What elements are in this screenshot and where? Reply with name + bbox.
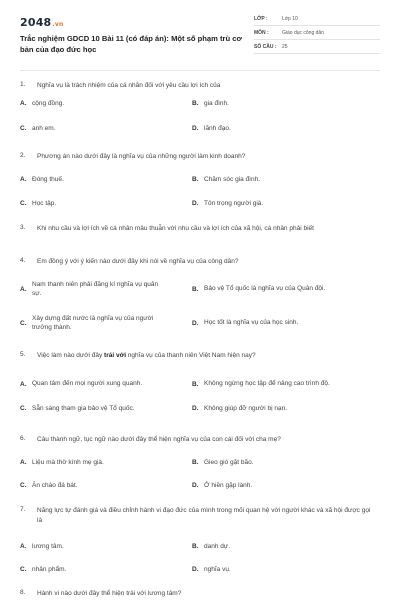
option-letter: D. bbox=[192, 482, 199, 490]
question-text: Nghĩa vụ là trách nhiệm của cá nhân đối với yêu cầu lợi ích của bbox=[37, 82, 221, 89]
question-number: 7. bbox=[20, 506, 26, 513]
option-c[interactable] bbox=[20, 481, 180, 491]
option-text: nhân phẩm. bbox=[32, 566, 67, 573]
option-d[interactable] bbox=[192, 313, 360, 333]
option-letter: A. bbox=[20, 380, 27, 388]
logo-suffix: .vn bbox=[52, 21, 64, 28]
question-text-part: Việc làm nào dưới đây bbox=[37, 352, 105, 359]
option-letter: B. bbox=[192, 543, 199, 551]
option-d[interactable] bbox=[192, 199, 360, 209]
question-number: 3. bbox=[20, 224, 26, 231]
question-text: Phương án nào dưới đây là nghĩa vụ của những người làm kinh doanh? bbox=[37, 153, 246, 160]
question-number: 8. bbox=[20, 589, 26, 596]
option-text: cộng đồng. bbox=[32, 100, 65, 107]
option-letter: C. bbox=[20, 200, 27, 208]
option-text: Bảo vệ Tổ quốc là nghĩa vụ của Quân đội. bbox=[204, 285, 326, 293]
option-b[interactable] bbox=[192, 99, 360, 109]
meta-table bbox=[254, 12, 380, 54]
option-letter: C. bbox=[20, 319, 27, 327]
meta-label: SỐ CÂU : bbox=[254, 43, 277, 50]
option-d[interactable] bbox=[192, 565, 360, 575]
question-text: Năng lực tự đánh giá và điều chỉnh hành vi đạo đức của mình trong mối quan hệ với người khác và xã hội được gọi là bbox=[37, 507, 371, 524]
meta-value: Lớp 10 bbox=[282, 15, 298, 22]
question-text: Khi nhu cầu và lợi ích về cá nhân mâu thuẫn với nhu cầu và lợi ích của xã hội, cá nhân phải biết bbox=[37, 225, 314, 232]
option-d[interactable] bbox=[192, 124, 360, 134]
option-a[interactable] bbox=[20, 175, 180, 185]
option-b[interactable] bbox=[192, 374, 360, 394]
option-text: anh em. bbox=[32, 125, 56, 132]
option-text: Đóng thuế. bbox=[32, 176, 64, 183]
option-text: Không giúp đỡ người bị nạn. bbox=[204, 405, 287, 412]
meta-row-grade bbox=[254, 12, 380, 26]
option-letter: C. bbox=[20, 482, 27, 490]
option-letter: B. bbox=[192, 285, 199, 293]
option-letter: B. bbox=[192, 380, 199, 388]
logo-main: 2048 bbox=[20, 16, 52, 29]
option-letter: D. bbox=[192, 200, 199, 208]
option-text: nghĩa vụ. bbox=[204, 566, 231, 573]
option-text: Gieo gió gặt bão. bbox=[204, 459, 254, 466]
option-a[interactable] bbox=[20, 542, 180, 552]
option-letter: D. bbox=[192, 566, 199, 574]
option-text: danh dự. bbox=[204, 543, 231, 550]
option-c[interactable] bbox=[20, 313, 180, 333]
meta-value: 25 bbox=[282, 43, 288, 50]
option-c[interactable] bbox=[20, 124, 180, 134]
option-letter: B. bbox=[192, 459, 199, 467]
option-letter: C. bbox=[20, 125, 27, 133]
option-text: Quan tâm đến mọi người xung quanh. bbox=[32, 380, 143, 388]
meta-row-count bbox=[254, 40, 380, 54]
question-number: 5. bbox=[20, 351, 26, 358]
question-text: Câu thành ngữ, tục ngữ nào dưới đây thể hiện nghĩa vụ của con cái đối với cha mẹ? bbox=[37, 436, 281, 443]
option-letter: A. bbox=[20, 285, 27, 293]
option-c[interactable] bbox=[20, 199, 180, 209]
option-text: Tôn trọng người già. bbox=[204, 200, 264, 207]
option-letter: C. bbox=[20, 405, 27, 413]
option-d[interactable] bbox=[192, 404, 360, 414]
option-text: Liệu mà thờ kính mẹ già. bbox=[32, 459, 104, 466]
option-letter: B. bbox=[192, 100, 199, 108]
option-letter: A. bbox=[20, 176, 27, 184]
question-number: 2. bbox=[20, 152, 26, 159]
question-text-part: nghĩa vụ của thanh niên Việt Nam hiện nay? bbox=[126, 352, 256, 359]
question-number: 4. bbox=[20, 257, 26, 264]
option-text: lương tâm. bbox=[32, 543, 64, 550]
meta-label: LỚP : bbox=[254, 15, 268, 22]
option-text: Sẵn sàng tham gia bảo vệ Tổ quốc. bbox=[32, 405, 135, 412]
option-letter: D. bbox=[192, 319, 199, 327]
option-text: Xây dựng đất nước là nghĩa vụ của người trưởng thành. bbox=[32, 314, 154, 331]
option-a[interactable] bbox=[20, 374, 180, 394]
option-text: Chăm sóc gia đình. bbox=[204, 176, 261, 183]
option-b[interactable] bbox=[192, 458, 360, 468]
meta-value: Giáo dục công dân bbox=[282, 29, 324, 36]
question-text: Em đồng ý với ý kiến nào dưới đây khi nói về nghĩa vụ của công dân? bbox=[37, 258, 239, 265]
document-title: Trắc nghiệm GDCD 10 Bài 11 (có đáp án): Một số phạm trù cơ bản của đạo đức học bbox=[20, 34, 242, 54]
question-number: 1. bbox=[20, 81, 26, 88]
option-letter: D. bbox=[192, 405, 199, 413]
header-divider bbox=[20, 70, 380, 71]
option-text: Nam thanh niên phải đăng kí nghĩa vụ quân sự. bbox=[32, 280, 159, 297]
option-text: Ăn cháo đá bát. bbox=[32, 482, 78, 489]
question-emphasis: trái với bbox=[104, 352, 126, 359]
option-text: Học tập. bbox=[32, 200, 57, 207]
option-letter: A. bbox=[20, 459, 27, 467]
option-text: Không ngừng học tập để nâng cao trình độ. bbox=[204, 380, 330, 388]
option-text: Ở hiền gặp lành. bbox=[204, 482, 253, 489]
question-text: Hành vi nào dưới đây thể hiện trái với lương tâm? bbox=[37, 590, 182, 597]
question-text bbox=[37, 351, 377, 361]
meta-label: MÔN : bbox=[254, 29, 269, 36]
option-a[interactable] bbox=[20, 99, 180, 109]
option-b[interactable] bbox=[192, 175, 360, 185]
document-header bbox=[20, 12, 380, 64]
meta-row-subject bbox=[254, 26, 380, 40]
site-logo[interactable] bbox=[20, 16, 63, 29]
option-b[interactable] bbox=[192, 542, 360, 552]
option-d[interactable] bbox=[192, 481, 360, 491]
option-c[interactable] bbox=[20, 404, 180, 414]
option-letter: C. bbox=[20, 566, 27, 574]
option-letter: A. bbox=[20, 100, 27, 108]
option-text: Học tốt là nghĩa vụ của học sinh. bbox=[204, 319, 299, 327]
option-letter: A. bbox=[20, 543, 27, 551]
option-a[interactable] bbox=[20, 458, 180, 468]
option-letter: B. bbox=[192, 176, 199, 184]
option-text: lãnh đạo. bbox=[204, 125, 231, 132]
option-a[interactable] bbox=[20, 279, 180, 299]
question-number: 6. bbox=[20, 435, 26, 442]
option-text: gia đình. bbox=[204, 100, 229, 107]
option-b[interactable] bbox=[192, 279, 360, 299]
option-c[interactable] bbox=[20, 565, 180, 575]
option-letter: D. bbox=[192, 125, 199, 133]
